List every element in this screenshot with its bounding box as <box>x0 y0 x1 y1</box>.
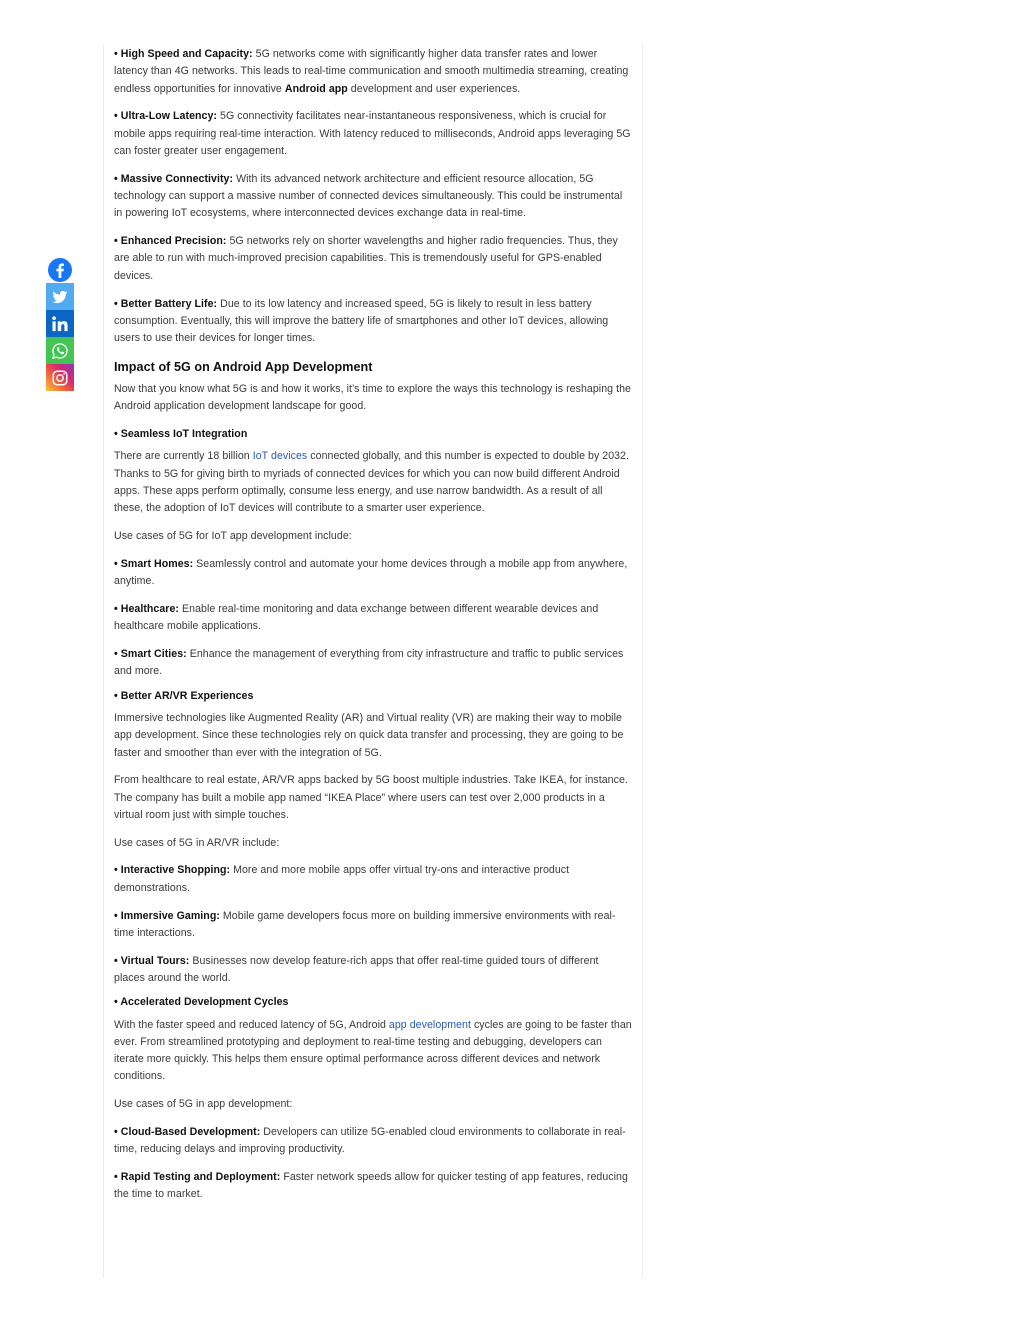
whatsapp-icon <box>51 342 69 360</box>
ar-vr-use-cases-intro: Use cases of 5G in AR/VR include: <box>114 836 280 849</box>
linkedin-share-button[interactable] <box>46 310 74 337</box>
facebook-icon <box>47 257 73 283</box>
bullet-label: • Rapid Testing and Deployment: <box>114 1171 281 1184</box>
bullet-label: • Immersive Gaming: <box>114 909 220 922</box>
bullet-label: • Interactive Shopping: <box>114 864 231 877</box>
instagram-share-button[interactable] <box>46 364 74 391</box>
bullet-label: • Cloud-Based Development: <box>114 1126 261 1139</box>
bullet-label: • Ultra-Low Latency: <box>114 110 218 123</box>
app-development-link[interactable]: app development <box>388 1018 471 1031</box>
ar-vr-paragraph-2: From healthcare to real estate, AR/VR apps backed by 5G boost multiple industries. Take IKEA, for instance. The company has built a mobile app named “IKEA Place” where users can test over 2,000 products in a virtual room just with simple touches. <box>114 774 628 821</box>
iot-devices-link[interactable]: IoT devices <box>252 450 308 463</box>
bullet-label: • Healthcare: <box>114 602 180 615</box>
bullet-label: • Smart Homes: <box>114 557 194 570</box>
iot-paragraph: There are currently 18 billion IoT devices connected globally, and this number is expected to double by 2032. Thanks to 5G for giving birth to myriads of connected devices for which you can now build different Android apps. These apps perform optimally, consume less energy, and use narrow bandwidth. As a result of all these, the adoption of IoT devices will contribute to a smarter user experience. <box>114 450 630 515</box>
twitter-icon <box>51 288 69 306</box>
social-share-bar <box>46 256 74 391</box>
bullet-immersive-gaming: • Immersive Gaming: Mobile game developers focus more on building immersive environments with real-time interactions. <box>114 909 616 939</box>
bullet-battery-life: • Better Battery Life: Due to its low latency and increased speed, 5G is likely to result in less battery consumption. Eventually, this will improve the battery life of smartphones and other IoT devices, allowing users to use their devices for longer times. <box>114 297 609 345</box>
bullet-label: • Enhanced Precision: <box>114 235 227 248</box>
twitter-share-button[interactable] <box>46 283 74 310</box>
bullet-healthcare: • Healthcare: Enable real-time monitoring and data exchange between different wearable devices and healthcare mobile applications. <box>114 602 599 633</box>
bullet-label: • Massive Connectivity: <box>114 172 234 185</box>
bullet-smart-homes: • Smart Homes: Seamlessly control and automate your home devices through a mobile app from anywhere, anytime. <box>114 557 628 588</box>
subheading-ar-vr: • Better AR/VR Experiences <box>114 689 254 702</box>
bullet-label: • Smart Cities: <box>114 648 187 661</box>
bullet-virtual-tours: • Virtual Tours: Businesses now develop feature-rich apps that offer real-time guided tours of different places around the world. <box>114 954 599 984</box>
bullet-ultra-low-latency: • Ultra-Low Latency: 5G connectivity facilitates near-instantaneous responsiveness, which is crucial for mobile apps requiring real-time interaction. With latency reduced to milliseconds, Android apps leveraging 5G can foster greater user engagement. <box>114 110 631 157</box>
article-body <box>114 46 632 1214</box>
instagram-icon <box>51 369 69 387</box>
bullet-massive-connectivity: • Massive Connectivity: With its advanced network architecture and efficient resource allocation, 5G technology can support a massive number of connected devices simultaneously. This could be instrumental in powering IoT ecosystems, where interconnected devices exchange data in real-time. <box>114 172 623 220</box>
bullet-enhanced-precision: • Enhanced Precision: 5G networks rely on shorter wavelengths and higher radio frequencies. Thus, they are able to run with much-improved precision capabilities. This is tremendously useful for GPS-enabled devices. <box>114 235 618 282</box>
bullet-label: • Better Battery Life: <box>114 297 218 310</box>
ar-vr-paragraph-1: Immersive technologies like Augmented Reality (AR) and Virtual reality (VR) are making their way to mobile app development. Since these technologies rely on quick data transfer and processing, they are going to be faster and smoother than ever with the integration of 5G. <box>114 711 624 759</box>
facebook-share-button[interactable] <box>46 256 74 283</box>
dev-cycles-paragraph: With the faster speed and reduced latency of 5G, Android app development cycles are going to be faster than ever. From streamlined prototyping and deployment to real-time testing and debugging, developers can iterate more quickly. This helps them ensure optimal performance across different devices and network conditions. <box>114 1018 632 1083</box>
intro-paragraph: Now that you know what 5G is and how it works, it’s time to explore the ways this technology is reshaping the Android application development landscape for good. <box>114 382 631 413</box>
dev-use-cases-intro: Use cases of 5G in app development: <box>114 1098 293 1111</box>
bullet-smart-cities: • Smart Cities: Enhance the management of everything from city infrastructure and traffic to public services and more. <box>114 648 624 678</box>
bullet-cloud-development: • Cloud-Based Development: Developers can utilize 5G-enabled cloud environments to collaborate in real-time, reducing delays and improving productivity. <box>114 1126 626 1156</box>
linkedin-icon <box>51 315 69 333</box>
subheading-dev-cycles: • Accelerated Development Cycles <box>114 996 289 1009</box>
android-app-strong: Android app <box>284 82 348 95</box>
iot-use-cases-intro: Use cases of 5G for IoT app development include: <box>114 530 352 543</box>
bullet-rapid-testing: • Rapid Testing and Deployment: Faster network speeds allow for quicker testing of app features, reducing the time to market. <box>114 1171 628 1201</box>
bullet-high-speed: • High Speed and Capacity: 5G networks come with significantly higher data transfer rates and lower latency than 4G networks. This leads to real-time communication and smooth multimedia streaming, creating endless opportunities for innovative Android app development and user experiences. <box>114 48 629 95</box>
bullet-label: • High Speed and Capacity: <box>114 48 253 60</box>
whatsapp-share-button[interactable] <box>46 337 74 364</box>
bullet-interactive-shopping: • Interactive Shopping: More and more mobile apps offer virtual try-ons and interactive product demonstrations. <box>114 864 570 894</box>
subheading-iot: • Seamless IoT Integration <box>114 428 248 441</box>
bullet-label: • Virtual Tours: <box>114 954 190 967</box>
section-heading: Impact of 5G on Android App Development <box>114 359 373 374</box>
